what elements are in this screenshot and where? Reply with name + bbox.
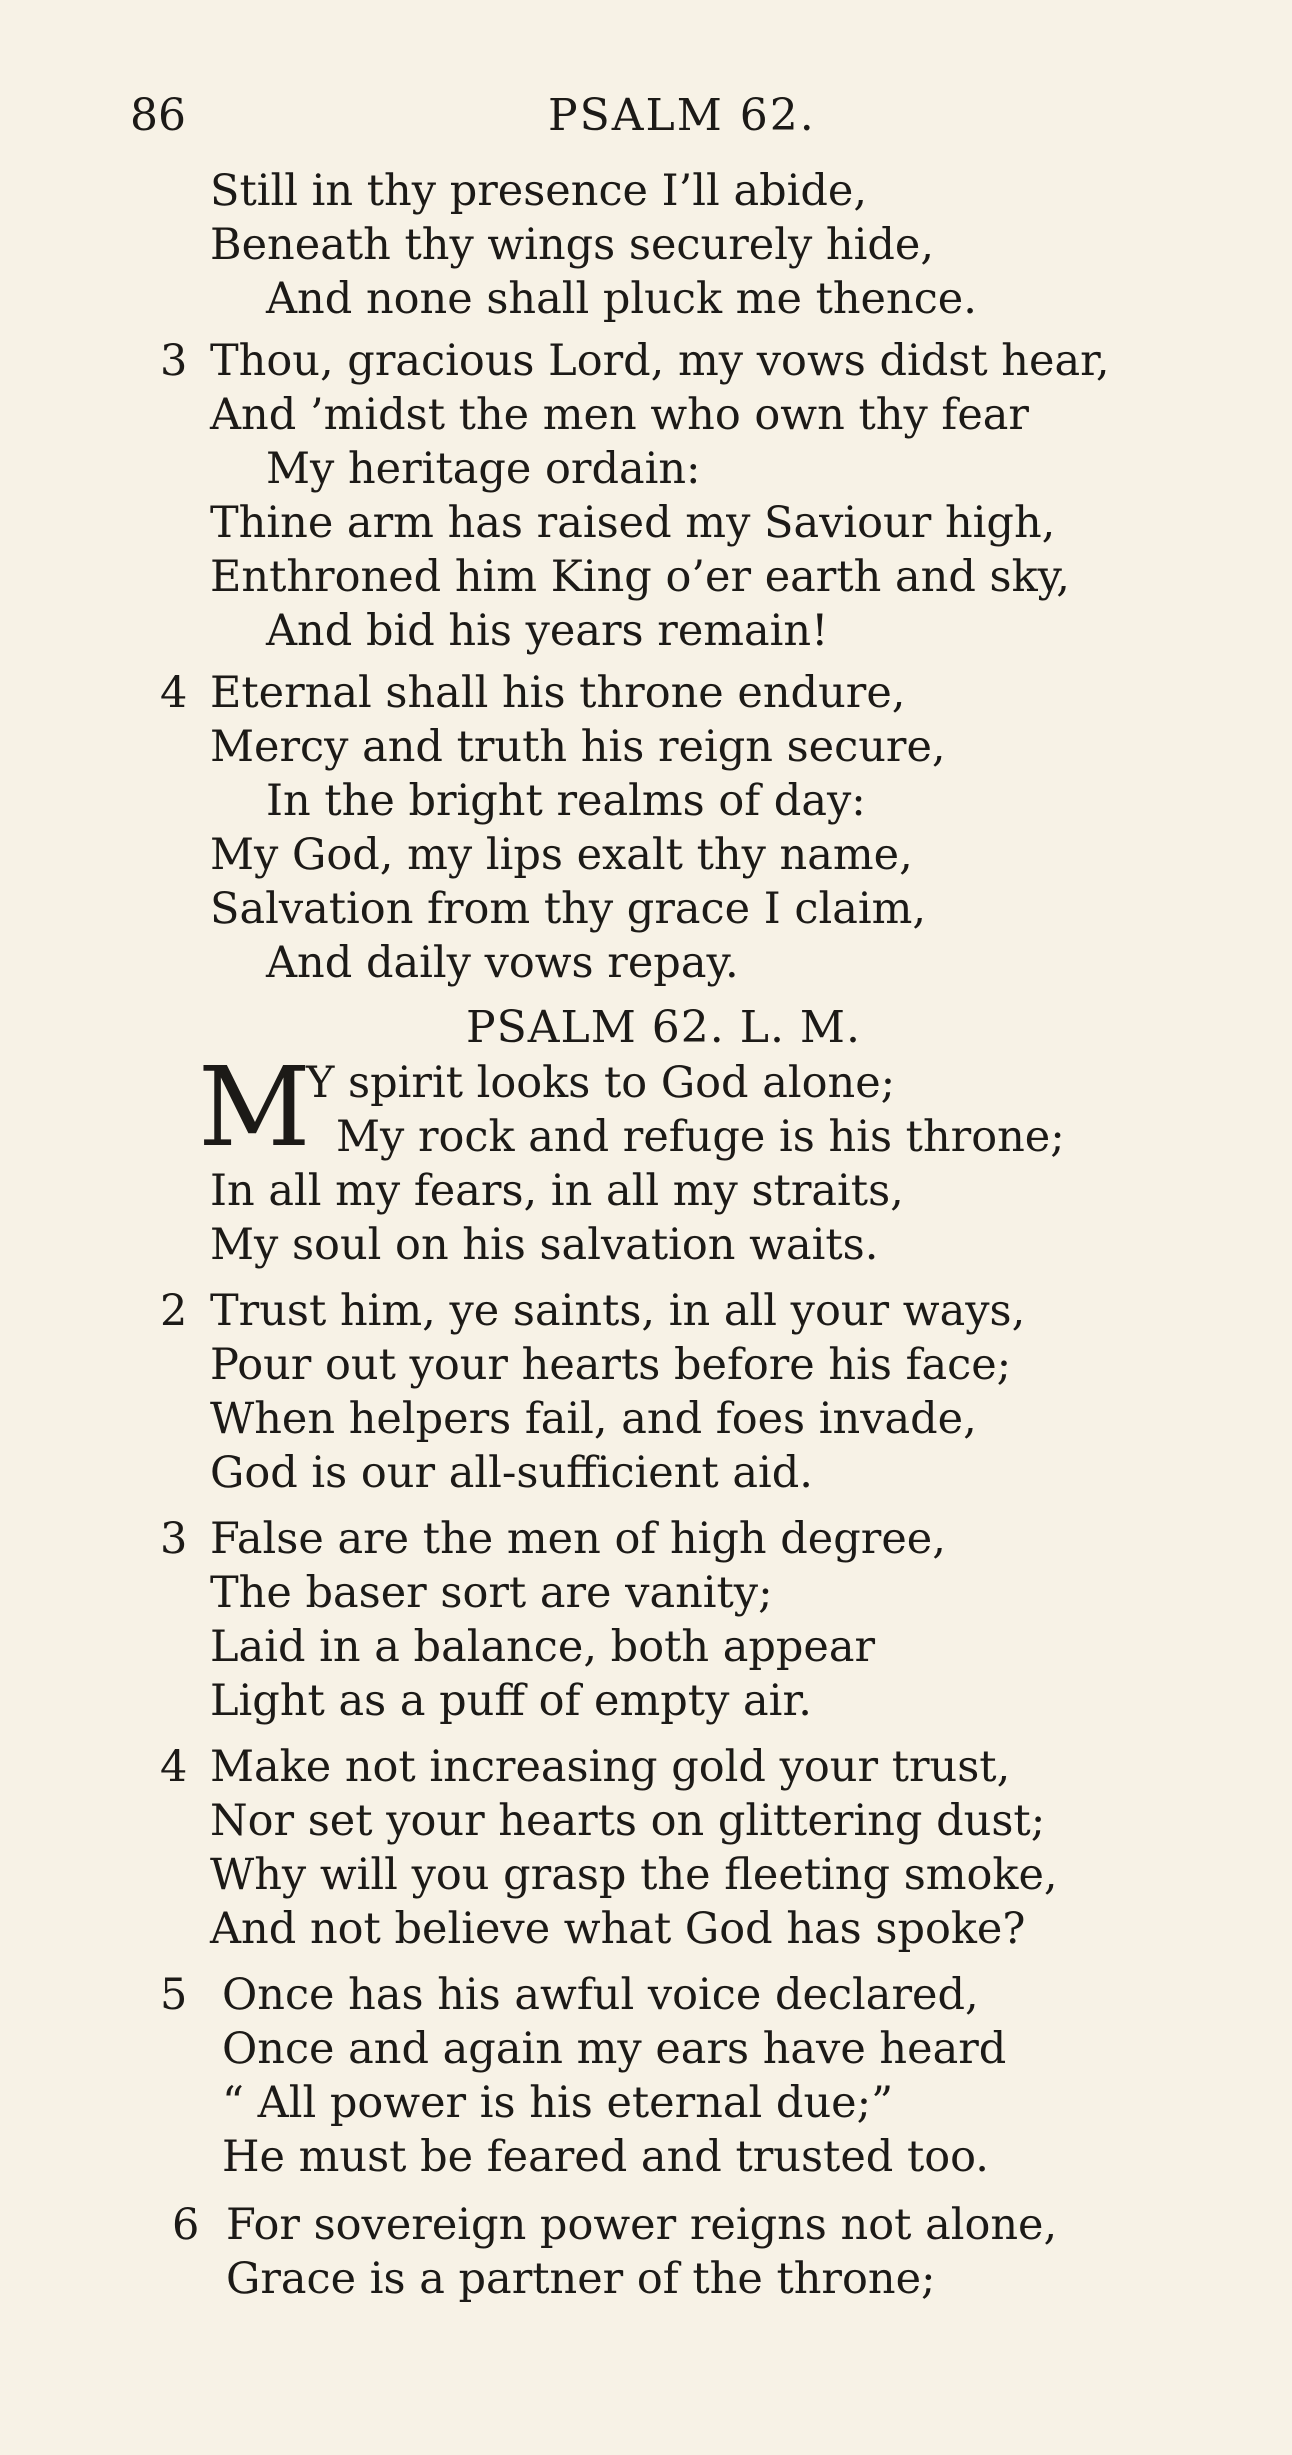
- verse-number: 3: [160, 336, 188, 386]
- verse-line: Grace is a partner of the throne;: [226, 2254, 936, 2304]
- verse-line: Thine arm has raised my Saviour high,: [210, 498, 1056, 548]
- verse-line: In the bright realms of day:: [266, 776, 866, 826]
- page-header: [0, 90, 1292, 150]
- verse-number: 2: [160, 1286, 188, 1336]
- verse-line: When helpers fail, and foes invade,: [210, 1394, 977, 1444]
- verse-line: Pour out your hearts before his face;: [210, 1340, 1012, 1390]
- verse-line: Once has his awful voice declared,: [222, 1970, 979, 2020]
- running-head: PSALM 62.: [548, 90, 816, 141]
- verse-number: 6: [172, 2200, 200, 2250]
- verse-line: And ’midst the men who own thy fear: [210, 390, 1029, 440]
- verse-line: Make not increasing gold your trust,: [210, 1742, 1011, 1792]
- verse-line: And bid his years remain!: [266, 606, 829, 656]
- verse-line: In all my fears, in all my straits,: [210, 1166, 904, 1216]
- verse-line: Laid in a balance, both appear: [210, 1622, 876, 1672]
- verse-line: Once and again my ears have heard: [222, 2024, 1007, 2074]
- verse-number: 4: [160, 1742, 188, 1792]
- verse-line: For sovereign power reigns not alone,: [226, 2200, 1058, 2250]
- drop-cap: M: [198, 1043, 311, 1171]
- verse-line: My heritage ordain:: [266, 444, 701, 494]
- verse-line: And daily vows repay.: [266, 938, 739, 988]
- verse-line: Eternal shall his throne endure,: [210, 668, 906, 718]
- verse-line: False are the men of high degree,: [210, 1514, 946, 1564]
- verse-line: He must be feared and trusted too.: [222, 2132, 989, 2182]
- verse-line: And not believe what God has spoke?: [210, 1904, 1026, 1954]
- verse-line: Y spirit looks to God alone;: [306, 1058, 896, 1108]
- verse-number: 5: [160, 1970, 188, 2020]
- verse-line: Why will you grasp the fleeting smoke,: [210, 1850, 1058, 1900]
- verse-line: My soul on his salvation waits.: [210, 1220, 879, 1270]
- psalm-title: PSALM 62. L. M.: [466, 1002, 861, 1053]
- verse-line: Trust him, ye saints, in all your ways,: [210, 1286, 1026, 1336]
- verse-line: Enthroned him King o’er earth and sky,: [210, 552, 1070, 602]
- verse-line: My God, my lips exalt thy name,: [210, 830, 913, 880]
- verse-number: 4: [160, 668, 188, 718]
- verse-line: My rock and refuge is his throne;: [336, 1112, 1065, 1162]
- verse-line: Nor set your hearts on glittering dust;: [210, 1796, 1046, 1846]
- verse-line: Salvation from thy grace I claim,: [210, 884, 927, 934]
- verse-line: Beneath thy wings securely hide,: [210, 220, 935, 270]
- verse-line: God is our all-sufficient aid.: [210, 1448, 813, 1498]
- page-number: 86: [130, 90, 186, 141]
- verse-line: Still in thy presence I’ll abide,: [210, 166, 868, 216]
- verse-line: Mercy and truth his reign secure,: [210, 722, 946, 772]
- verse-line: Light as a puff of empty air.: [210, 1676, 812, 1726]
- verse-line: And none shall pluck me thence.: [266, 274, 977, 324]
- verse-line: Thou, gracious Lord, my vows didst hear,: [210, 336, 1110, 386]
- verse-line: “ All power is his eternal due;”: [222, 2078, 894, 2128]
- verse-number: 3: [160, 1514, 188, 1564]
- verse-line: The baser sort are vanity;: [210, 1568, 773, 1618]
